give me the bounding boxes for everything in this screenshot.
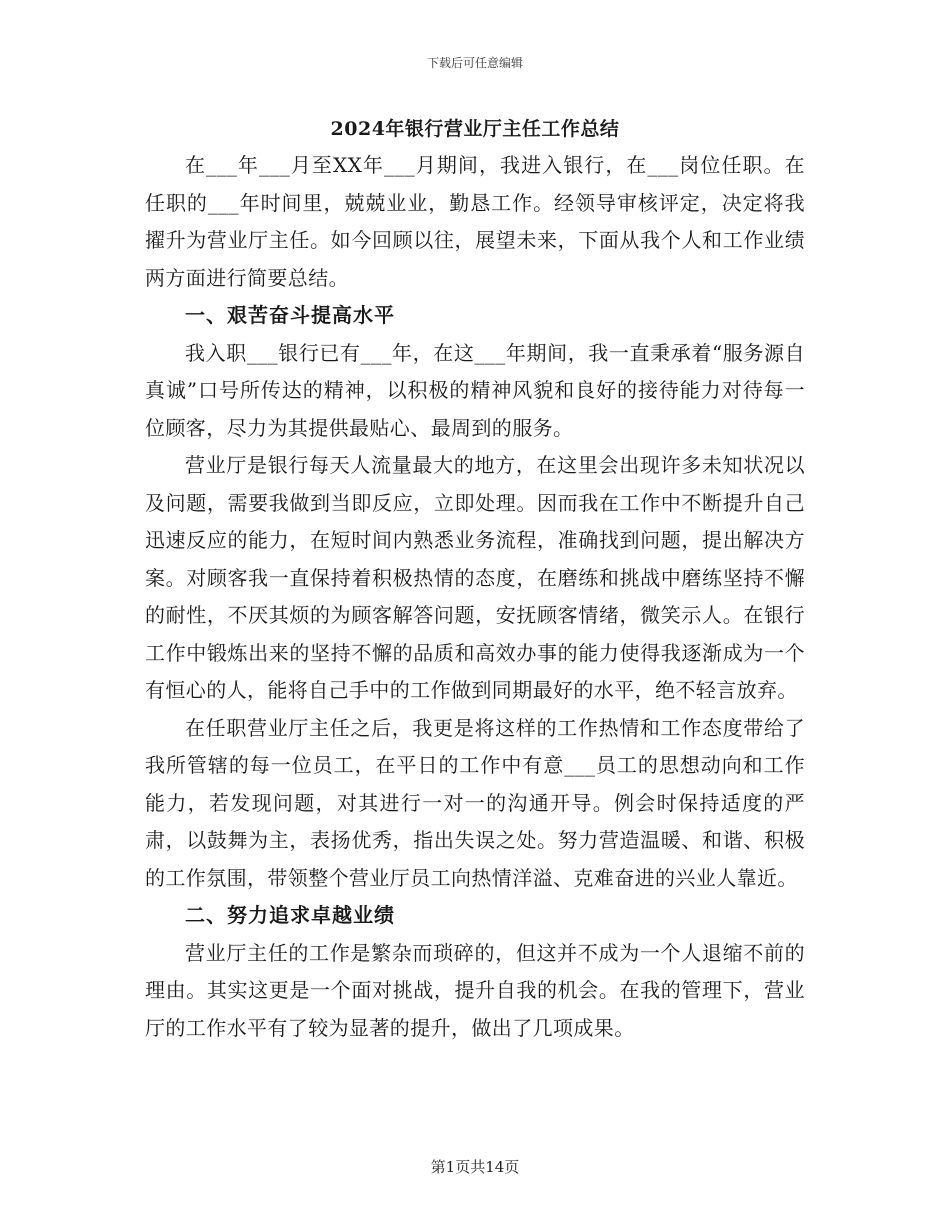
document-body	[145, 147, 805, 1047]
paragraph-results: 营业厅主任的工作是繁杂而琐碎的，但这并不成为一个人退缩不前的理由。其实这更是一个面对挑战，提升自我的机会。在我的管理下，营业厅的工作水平有了较为显著的提升，做出了几项成果。	[145, 940, 805, 1040]
paragraph-hall: 营业厅是银行每天人流量最大的地方，在这里会出现许多未知状况以及问题，需要我做到当即反应，立即处理。因而我在工作中不断提升自己迅速反应的能力，在短时间内熟悉业务流程，准确找到问题，提出解决方案。对顾客我一直保持着积极热情的态度，在磨练和挑战中磨练坚持不懈的耐性，不厌其烦的为顾客解答问题，安抚顾客情绪，微笑示人。在银行工作中锻炼出来的坚持不懈的品质和高效办事的能力使得我逐渐成为一个有恒心的人，能将自己手中的工作做到同期最好的水平，绝不轻言放弃。	[145, 453, 805, 702]
section-heading-2: 二、努力追求卓越业绩	[185, 903, 395, 927]
document-title: 2024年银行营业厅主任工作总结	[330, 118, 620, 140]
paragraph-intro: 在___年___月至XX年___月期间，我进入银行，在___岗位任职。在任职的___年时间里，兢兢业业，勤恳工作。经领导审核评定，决定将我擢升为营业厅主任。如今回顾以往，展望未来，下面从我个人和工作业绩两方面进行简要总结。	[145, 153, 805, 290]
page-footer: 第1页共14页	[430, 1158, 520, 1176]
paragraph-management: 在任职营业厅主任之后，我更是将这样的工作热情和工作态度带给了我所管辖的每一位员工，在平日的工作中有意___员工的思想动向和工作能力，若发现问题，对其进行一对一的沟通开导。例会时保持适度的严肃，以鼓舞为主，表扬优秀，指出失误之处。努力营造温暖、和谐、积极的工作氛围，带领整个营业厅员工向热情洋溢、克难奋进的兴业人靠近。	[145, 715, 805, 890]
paragraph-service: 我入职___银行已有___年，在这___年期间，我一直秉承着“服务源自真诚”口号所传达的精神，以积极的精神风貌和良好的接待能力对待每一位顾客，尽力为其提供最贴心、最周到的服务。	[145, 340, 805, 440]
header-note: 下载后可任意编辑	[426, 56, 523, 70]
section-heading-1: 一、艰苦奋斗提高水平	[185, 303, 395, 327]
